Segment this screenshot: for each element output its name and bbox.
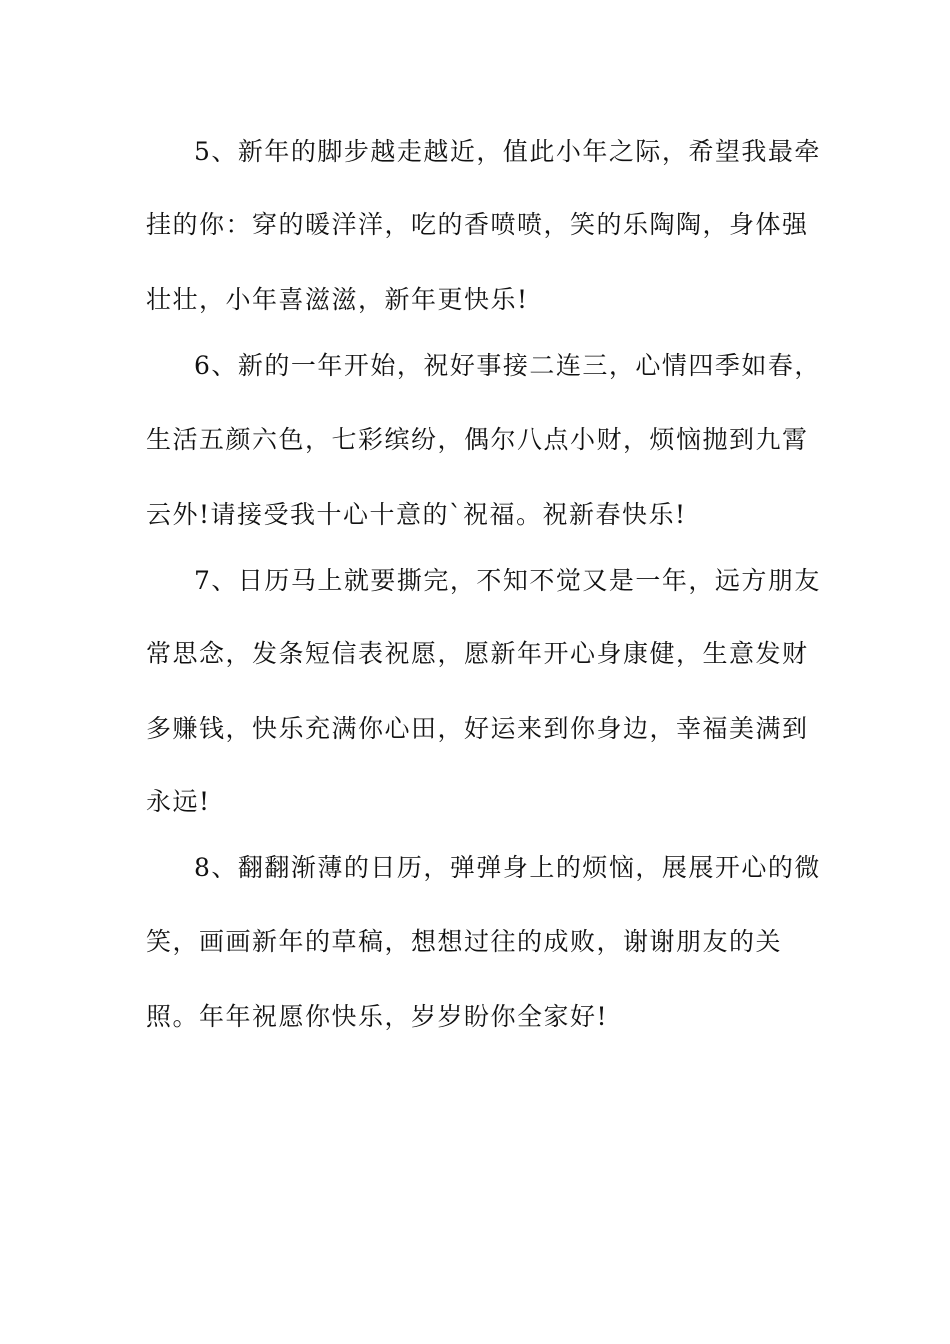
paragraph-7-line-2: 常思念，发条短信表祝愿，愿新年开心身康健，生意发财: [146, 639, 809, 668]
paragraph-6-line-3: 云外!请接受我十心十意的`祝福。祝新春快乐!: [146, 500, 687, 529]
paragraph-7-line-3: 多赚钱，快乐充满你心田，好运来到你身边，幸福美满到: [146, 714, 809, 743]
paragraph-8-line-3: 照。年年祝愿你快乐，岁岁盼你全家好!: [146, 1002, 609, 1031]
paragraph-5-line-2: 挂的你：穿的暖洋洋，吃的香喷喷，笑的乐陶陶，身体强: [146, 210, 809, 239]
paragraph-7-line-1: 7、日历马上就要撕完，不知不觉又是一年，远方朋友: [194, 566, 821, 595]
paragraph-7-line-4: 永远!: [146, 787, 211, 816]
paragraph-6-line-1: 6、新的一年开始，祝好事接二连三，心情四季如春，: [194, 351, 821, 380]
paragraph-5-line-3: 壮壮，小年喜滋滋，新年更快乐!: [146, 285, 529, 314]
paragraph-8-line-1: 8、翻翻渐薄的日历，弹弹身上的烦恼，展展开心的微: [194, 853, 821, 882]
paragraph-8-line-2: 笑，画画新年的草稿，想想过往的成败，谢谢朋友的关: [146, 927, 783, 956]
paragraph-5-line-1: 5、新年的脚步越走越近，值此小年之际，希望我最牵: [194, 137, 821, 166]
paragraph-6-line-2: 生活五颜六色，七彩缤纷，偶尔八点小财，烦恼抛到九霄: [146, 425, 809, 454]
